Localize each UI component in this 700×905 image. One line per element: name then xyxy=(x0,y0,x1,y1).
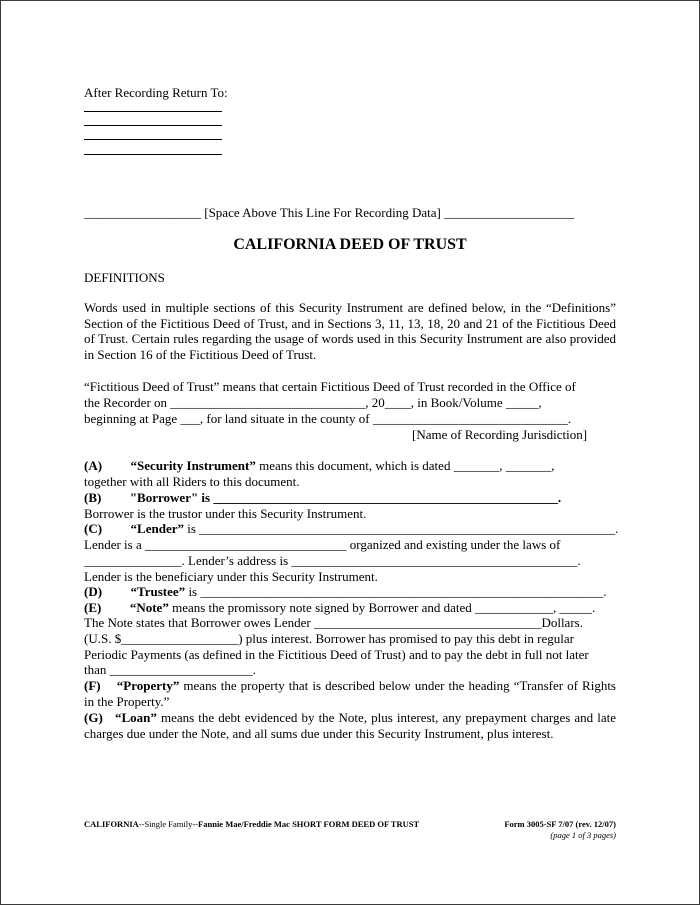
return-line-3 xyxy=(84,139,222,140)
item-f xyxy=(84,678,616,709)
item-e xyxy=(84,600,595,616)
item-e-text: means the promissory note signed by Borrower and dated ____________, _____. xyxy=(168,600,596,615)
item-d-term: “Trustee” xyxy=(130,584,186,599)
item-c-line4: Lender is the beneficiary under this Security Instrument. xyxy=(84,569,378,584)
footer-form-number: Form 3005-SF 7/07 (rev. 12/07) xyxy=(504,819,616,829)
item-e-line5: than ______________________. xyxy=(84,662,256,677)
footer-form-title: Fannie Mae/Freddie Mac SHORT FORM DEED OF TRUST xyxy=(198,819,420,829)
item-f-text: means the property that is described below under the heading “Transfer of Rights in the Property.” xyxy=(84,678,616,709)
item-e-line3: (U.S. $__________________) plus interest. Borrower has promised to pay this debt in regular xyxy=(84,631,574,646)
item-e-line2: The Note states that Borrower owes Lender ___________________________________Dollars. xyxy=(84,615,583,630)
item-f-term: “Property” xyxy=(116,678,180,693)
item-d-label: (D) xyxy=(84,584,103,599)
item-g-label: (G) xyxy=(84,710,103,725)
item-e-term: “Note” xyxy=(129,600,169,615)
item-f-label: (F) xyxy=(84,678,101,693)
item-e-label: (E) xyxy=(84,600,102,615)
item-a-term: “Security Instrument” xyxy=(130,458,256,473)
footer-family: --Single Family-- xyxy=(138,819,199,829)
document-title: CALIFORNIA DEED OF TRUST xyxy=(233,236,467,253)
item-g-term: “Loan” xyxy=(114,710,157,725)
footer-left xyxy=(84,819,419,829)
item-c-line3: _______________. Lender’s address is ____________________________________________. xyxy=(84,553,581,568)
item-g xyxy=(84,710,616,741)
item-a-line2: together with all Riders to this document. xyxy=(84,474,300,489)
item-a-text: means this document, which is dated _______, _______, xyxy=(255,458,555,473)
jurisdiction-label: [Name of Recording Jurisdiction] xyxy=(412,427,588,442)
item-c xyxy=(84,521,618,537)
footer-right xyxy=(400,819,616,840)
footer-page-number: (page 1 of 3 pages) xyxy=(550,829,616,840)
item-c-term: “Lender” xyxy=(130,521,184,536)
item-a xyxy=(84,458,554,474)
item-c-label: (C) xyxy=(84,521,103,536)
return-line-1 xyxy=(84,111,222,112)
return-line-4 xyxy=(84,154,222,155)
recording-space-line xyxy=(84,205,574,221)
item-d-text: is ______________________________________________________________. xyxy=(185,584,607,599)
item-e-line4: Periodic Payments (as defined in the Fictitious Deed of Trust) and to pay the debt in full not later xyxy=(84,647,589,662)
footer-state: CALIFORNIA xyxy=(84,819,139,829)
item-c-text: is ________________________________________________________________. xyxy=(184,521,619,536)
fictitious-line-2: the Recorder on ______________________________, 20____, in Book/Volume _____, xyxy=(84,395,542,410)
item-b-blank: _____________________________________________________. xyxy=(210,490,562,505)
item-d xyxy=(84,584,607,600)
item-b-term: "Borrower" is xyxy=(129,490,211,505)
fictitious-line-1: “Fictitious Deed of Trust” means that certain Fictitious Deed of Trust recorded in the Office of xyxy=(84,379,576,394)
item-g-text: means the debt evidenced by the Note, plus interest, any prepayment charges and late charges due under the Note, and all sums due under this Security Instrument, plus interest. xyxy=(84,710,617,741)
item-a-label: (A) xyxy=(84,458,103,473)
item-c-line2: Lender is a _______________________________ organized and existing under the laws of xyxy=(84,537,561,552)
item-b-line2: Borrower is the trustor under this Security Instrument. xyxy=(84,506,367,521)
return-line-2 xyxy=(84,125,222,126)
space-above-text: __________________ [Space Above This Line For Recording Data] ____________________ xyxy=(84,205,575,220)
item-b xyxy=(84,490,561,506)
return-label: After Recording Return To: xyxy=(84,85,228,100)
fictitious-line-3: beginning at Page ___, for land situate in the county of ______________________________. xyxy=(84,411,572,426)
intro-paragraph: Words used in multiple sections of this Security Instrument are defined below, in the “Definitions” Section of the Fictitious Deed of Trust, and in Sections 3, 11, 13, 18, 20 and 21 of the Fictitious Deed of Trust. Certain rules regarding the usage of words used in this Security Instrument are also provided in Section 16 of the Fictitious Deed of Trust. xyxy=(84,300,616,362)
definitions-heading: DEFINITIONS xyxy=(84,270,165,285)
item-b-label: (B) xyxy=(84,490,102,505)
